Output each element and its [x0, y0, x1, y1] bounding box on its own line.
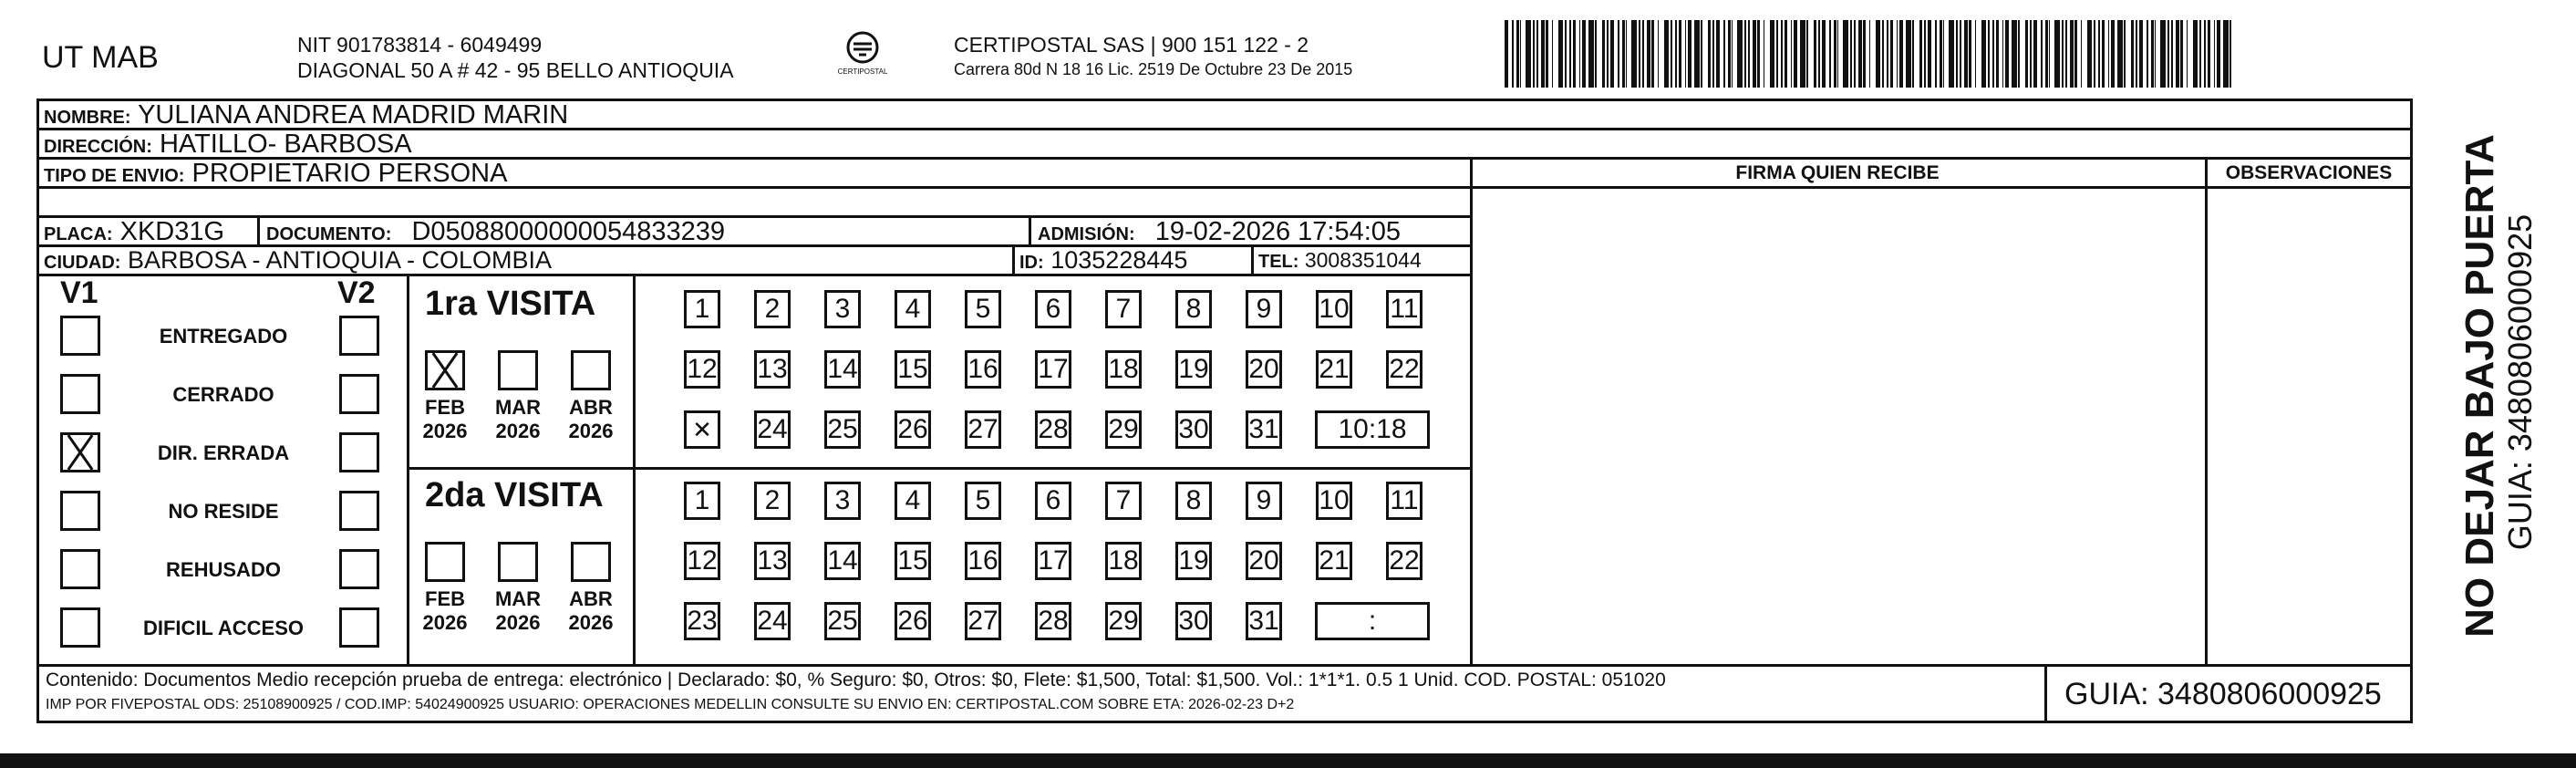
- day-box[interactable]: ✕: [684, 410, 720, 449]
- day-box[interactable]: 17: [1035, 542, 1071, 580]
- plate-label: PLACA:: [44, 224, 113, 244]
- barcode-bar: [1969, 20, 1971, 88]
- side-guide-text: GUIA: 3480806000925: [2501, 213, 2539, 551]
- barcode-bar: [1723, 20, 1725, 88]
- month-label: FEB 2026: [422, 587, 468, 634]
- barcode-bar: [2018, 20, 2020, 88]
- barcode-bar: [1981, 20, 1986, 88]
- address-line: DIAGONAL 50 A # 42 - 95 BELLO ANTIOQUIA: [297, 58, 734, 82]
- barcode-bar: [2136, 20, 2137, 88]
- barcode-bar: [1785, 20, 1787, 88]
- day-box[interactable]: 6: [1035, 290, 1071, 328]
- v2-checkbox[interactable]: [339, 549, 379, 589]
- barcode-bar: [1558, 20, 1563, 88]
- address-label: DIRECCIÓN:: [44, 137, 152, 157]
- barcode-bar: [1776, 20, 1778, 88]
- certipostal-line: CERTIPOSTAL SAS | 900 151 122 - 2: [954, 33, 1309, 57]
- barcode-bar: [1890, 20, 1893, 88]
- barcode-bar: [1899, 20, 1903, 88]
- document-value: D05088000000054833239: [411, 217, 725, 246]
- day-box[interactable]: 20: [1246, 350, 1282, 389]
- barcode-bar: [2223, 20, 2229, 88]
- day-box[interactable]: 1: [684, 290, 720, 328]
- day-box[interactable]: 13: [754, 542, 791, 580]
- day-box[interactable]: 18: [1105, 350, 1142, 389]
- nit-line: NIT 901783814 - 6049499: [297, 33, 543, 57]
- barcode-bar: [1671, 20, 1672, 88]
- barcode-bar: [2160, 20, 2166, 88]
- v2-checkbox[interactable]: [339, 432, 379, 472]
- status-label: DIFICIL ACCESO: [142, 617, 304, 639]
- shipment-type: PROPIETARIO PERSONA: [191, 159, 508, 188]
- barcode-bar: [1943, 20, 1944, 88]
- observations-header: OBSERVACIONES: [2225, 162, 2393, 183]
- v1-checkbox[interactable]: [60, 607, 100, 648]
- month-checkbox[interactable]: [571, 542, 611, 582]
- barcode-bar: [1912, 20, 1914, 88]
- barcode-bar: [1975, 20, 1976, 88]
- day-box[interactable]: 9: [1246, 290, 1282, 328]
- barcode-bar: [1685, 20, 1686, 88]
- barcode-bar: [1533, 20, 1535, 88]
- day-box[interactable]: 4: [895, 482, 931, 520]
- barcode-bar: [1960, 20, 1961, 88]
- barcode-bar: [2180, 20, 2183, 88]
- day-box[interactable]: 31: [1246, 602, 1282, 640]
- barcode-bar: [2025, 20, 2028, 88]
- first-visit-title: 1ra VISITA: [425, 285, 596, 323]
- barcode-bar: [1520, 20, 1521, 88]
- day-box[interactable]: 21: [1316, 350, 1352, 389]
- imp-line: IMP POR FIVEPOSTAL ODS: 25108900925 / COD.IMP: 54024900925 USUARIO: OPERACIONES MEDELLIN CONSULTE SU ENVIO EN: CERTIPOSTAL.COM SOBRE ETA: 2026-02-23 D+2: [46, 697, 1295, 712]
- day-box[interactable]: 30: [1175, 410, 1212, 449]
- barcode-bar: [2094, 20, 2095, 88]
- barcode-bar: [2151, 20, 2154, 88]
- barcode-bar: [1854, 20, 1856, 88]
- barcode-bar: [1679, 20, 1681, 88]
- month-label: MAR 2026: [494, 587, 542, 634]
- barcode-bar: [1675, 20, 1677, 88]
- day-box[interactable]: 5: [965, 290, 1001, 328]
- barcode-bar: [2087, 20, 2092, 88]
- bottom-strip: [0, 753, 2576, 768]
- barcode-bar: [1897, 20, 1898, 88]
- barcode-bar: [2229, 20, 2231, 88]
- document-label: DOCUMENTO:: [266, 224, 392, 244]
- day-box[interactable]: 11: [1386, 290, 1422, 328]
- status-label: REHUSADO: [166, 558, 281, 581]
- barcode-bar: [2199, 20, 2201, 88]
- status-label: DIR. ERRADA: [157, 441, 290, 464]
- content-line: Contenido: Documentos Medio recepción prueba de entrega: electrónico | Declarado: $0, % Seguro: $0, Otros: $0, Flete: $1,500, Total: $1,500. Vol.: 1*1*1. 0.5 1 Unid. COD. POSTAL: 051020: [46, 669, 1666, 690]
- barcode-bar: [1800, 20, 1805, 88]
- barcode-bar: [1988, 20, 1990, 88]
- day-box[interactable]: 25: [824, 410, 861, 449]
- barcode-bar: [2033, 20, 2037, 88]
- day-box[interactable]: 7: [1105, 482, 1142, 520]
- barcode-bar: [2054, 20, 2060, 88]
- barcode-bar: [1651, 20, 1654, 88]
- barcode-bar: [1863, 20, 1866, 88]
- day-box[interactable]: 14: [824, 350, 861, 389]
- month-checkbox[interactable]: [498, 350, 538, 390]
- barcode-bar: [1588, 20, 1594, 88]
- barcode-bar: [1964, 20, 1968, 88]
- barcode-bar: [1701, 20, 1702, 88]
- day-box[interactable]: 27: [965, 602, 1001, 640]
- day-box[interactable]: 31: [1246, 410, 1282, 449]
- day-box[interactable]: 22: [1386, 542, 1422, 580]
- admission-value: 19-02-2026 17:54:05: [1154, 217, 1402, 246]
- day-box[interactable]: 12: [684, 542, 720, 580]
- day-box[interactable]: 25: [824, 602, 861, 640]
- v2-checkbox[interactable]: [339, 607, 379, 648]
- barcode-bar: [1822, 20, 1826, 88]
- barcode-bar: [1919, 20, 1922, 88]
- tel-value: 3008351044: [1304, 248, 1422, 272]
- barcode-bar: [1924, 20, 1926, 88]
- barcode-bar: [2124, 20, 2126, 88]
- barcode-bar: [1837, 20, 1838, 88]
- barcode-bar: [1748, 20, 1750, 88]
- day-box[interactable]: 9: [1246, 482, 1282, 520]
- barcode-bar: [1818, 20, 1820, 88]
- barcode-bar: [1664, 20, 1669, 88]
- barcode-bar: [2217, 20, 2220, 88]
- barcode-bar: [1573, 20, 1576, 88]
- day-box[interactable]: 18: [1105, 542, 1142, 580]
- day-box[interactable]: 8: [1175, 290, 1212, 328]
- barcode: [1505, 20, 2234, 88]
- barcode-bar: [1536, 20, 1538, 88]
- day-box[interactable]: 4: [895, 290, 931, 328]
- day-box[interactable]: 30: [1175, 602, 1212, 640]
- day-box[interactable]: 28: [1035, 410, 1071, 449]
- barcode-bar: [1850, 20, 1852, 88]
- barcode-bar: [2208, 20, 2210, 88]
- day-box[interactable]: 10: [1316, 290, 1352, 328]
- day-box[interactable]: 19: [1175, 350, 1212, 389]
- barcode-bar: [1791, 20, 1792, 88]
- barcode-bar: [1834, 20, 1836, 88]
- barcode-bar: [1579, 20, 1580, 88]
- v1-checkbox[interactable]: [60, 374, 100, 414]
- day-box[interactable]: 14: [824, 542, 861, 580]
- day-box[interactable]: 21: [1316, 542, 1352, 580]
- month-label: ABR 2026: [568, 587, 614, 634]
- signature-header: FIRMA QUIEN RECIBE: [1735, 162, 1940, 183]
- day-box[interactable]: 11: [1386, 482, 1422, 520]
- barcode-bar: [1732, 20, 1733, 88]
- day-box[interactable]: 3: [824, 290, 861, 328]
- day-box[interactable]: 23: [684, 602, 720, 640]
- barcode-bar: [1622, 20, 1625, 88]
- barcode-bar: [1781, 20, 1783, 88]
- type-label: TIPO DE ENVIO:: [44, 166, 185, 186]
- day-box[interactable]: 24: [754, 602, 791, 640]
- license-line: Carrera 80d N 18 16 Lic. 2519 De Octubre 23 De 2015: [954, 60, 1353, 78]
- day-box[interactable]: 26: [895, 602, 931, 640]
- barcode-bar: [1882, 20, 1884, 88]
- v2-label: V2: [337, 275, 376, 310]
- barcode-bar: [2102, 20, 2105, 88]
- id-label: ID:: [1019, 253, 1044, 273]
- company-name: UT MAB: [42, 40, 159, 75]
- barcode-bar: [1618, 20, 1619, 88]
- barcode-bar: [1708, 20, 1711, 88]
- barcode-bar: [1949, 20, 1954, 88]
- plate-value: XKD31G: [119, 217, 225, 246]
- barcode-bar: [1869, 20, 1870, 88]
- side-warning: [2416, 99, 2539, 664]
- day-box[interactable]: 1: [684, 482, 720, 520]
- month-checkbox[interactable]: [571, 350, 611, 390]
- id-value: 1035228445: [1050, 246, 1188, 274]
- barcode-bar: [1940, 20, 1942, 88]
- barcode-bar: [1928, 20, 1931, 88]
- day-box[interactable]: 3: [824, 482, 861, 520]
- day-box[interactable]: 24: [754, 410, 791, 449]
- barcode-bar: [1607, 20, 1609, 88]
- barcode-bar: [1716, 20, 1720, 88]
- barcode-bar: [1526, 20, 1531, 88]
- status-label: NO RESIDE: [168, 500, 279, 523]
- barcode-bar: [1595, 20, 1597, 88]
- day-box[interactable]: 7: [1105, 290, 1142, 328]
- barcode-bar: [2030, 20, 2032, 88]
- day-box[interactable]: 8: [1175, 482, 1212, 520]
- barcode-bar: [1631, 20, 1637, 88]
- barcode-bar: [1546, 20, 1548, 88]
- barcode-bar: [2065, 20, 2067, 88]
- barcode-bar: [1806, 20, 1808, 88]
- day-box[interactable]: 16: [965, 542, 1001, 580]
- barcode-bar: [2155, 20, 2156, 88]
- v1-label: V1: [60, 275, 98, 310]
- barcode-bar: [2111, 20, 2115, 88]
- barcode-bar: [1906, 20, 1911, 88]
- day-box[interactable]: 22: [1386, 350, 1422, 389]
- day-box[interactable]: 5: [965, 482, 1001, 520]
- barcode-bar: [2214, 20, 2215, 88]
- barcode-bar: [1876, 20, 1880, 88]
- barcode-bar: [1843, 20, 1848, 88]
- month-checkbox[interactable]: [498, 542, 538, 582]
- barcode-bar: [2193, 20, 2198, 88]
- day-box[interactable]: 6: [1035, 482, 1071, 520]
- barcode-bar: [1996, 20, 1999, 88]
- logo-text: CERTIPOSTAL: [837, 67, 888, 76]
- v1-checkbox[interactable]: [60, 432, 100, 472]
- time-box[interactable]: 10:18: [1315, 410, 1430, 449]
- month-checkbox[interactable]: [425, 350, 465, 390]
- month-label: ABR 2026: [568, 396, 614, 442]
- day-box[interactable]: 10: [1316, 482, 1352, 520]
- barcode-bar: [1582, 20, 1586, 88]
- barcode-bar: [1658, 20, 1659, 88]
- barcode-bar: [2108, 20, 2109, 88]
- barcode-bar: [1541, 20, 1545, 88]
- do-not-leave-text: NO DEJAR BAJO PUERTA: [2457, 134, 2502, 638]
- barcode-bar: [1794, 20, 1797, 88]
- barcode-bar: [2117, 20, 2123, 88]
- barcode-bar: [1626, 20, 1627, 88]
- day-box[interactable]: 26: [895, 410, 931, 449]
- barcode-bar: [1753, 20, 1756, 88]
- barcode-bar: [1688, 20, 1691, 88]
- day-box[interactable]: 13: [754, 350, 791, 389]
- barcode-bar: [2045, 20, 2048, 88]
- v2-checkbox[interactable]: [339, 316, 379, 356]
- city-label: CIUDAD:: [44, 253, 121, 273]
- barcode-bar: [1770, 20, 1774, 88]
- barcode-bar: [2005, 20, 2009, 88]
- barcode-bar: [2176, 20, 2179, 88]
- barcode-bar: [1610, 20, 1614, 88]
- barcode-bar: [1569, 20, 1571, 88]
- status-label: ENTREGADO: [159, 325, 288, 348]
- barcode-bar: [1512, 20, 1514, 88]
- day-box[interactable]: 29: [1105, 410, 1142, 449]
- barcode-bar: [1642, 20, 1644, 88]
- barcode-bar: [2187, 20, 2188, 88]
- name-label: NOMBRE:: [44, 108, 131, 128]
- barcode-bar: [1712, 20, 1714, 88]
- month-checkbox[interactable]: [425, 542, 465, 582]
- day-box[interactable]: 15: [895, 350, 931, 389]
- v2-checkbox[interactable]: [339, 491, 379, 531]
- day-box[interactable]: 28: [1035, 602, 1071, 640]
- barcode-bar: [1887, 20, 1888, 88]
- day-box[interactable]: 17: [1035, 350, 1071, 389]
- barcode-bar: [1829, 20, 1831, 88]
- recipient-address: HATILLO- BARBOSA: [159, 130, 412, 159]
- day-box[interactable]: 27: [965, 410, 1001, 449]
- second-visit-title: 2da VISITA: [425, 476, 604, 514]
- v2-checkbox[interactable]: [339, 374, 379, 414]
- barcode-bar: [1757, 20, 1760, 88]
- barcode-bar: [1639, 20, 1640, 88]
- v1-checkbox[interactable]: [60, 491, 100, 531]
- barcode-bar: [1647, 20, 1650, 88]
- v1-checkbox[interactable]: [60, 316, 100, 356]
- footer-guide: GUIA: 3480806000925: [2064, 677, 2382, 711]
- barcode-bar: [1516, 20, 1519, 88]
- month-label: FEB 2026: [422, 396, 468, 442]
- barcode-bar: [2081, 20, 2082, 88]
- tel-label: TEL:: [1258, 252, 1299, 272]
- barcode-bar: [2204, 20, 2206, 88]
- barcode-bar: [1956, 20, 1958, 88]
- barcode-bar: [1992, 20, 1994, 88]
- admission-label: ADMISIÓN:: [1038, 224, 1135, 244]
- status-label: CERRADO: [172, 383, 274, 406]
- barcode-bar: [2098, 20, 2100, 88]
- day-box[interactable]: 16: [965, 350, 1001, 389]
- barcode-bar: [1728, 20, 1731, 88]
- barcode-bar: [1602, 20, 1605, 88]
- barcode-bar: [2002, 20, 2003, 88]
- day-box[interactable]: 29: [1105, 602, 1142, 640]
- barcode-bar: [1744, 20, 1746, 88]
- barcode-bar: [1552, 20, 1553, 88]
- barcode-bar: [2049, 20, 2050, 88]
- day-box[interactable]: 15: [895, 542, 931, 580]
- barcode-bar: [1935, 20, 1937, 88]
- certipostal-logo: [837, 29, 888, 84]
- day-box[interactable]: 20: [1246, 542, 1282, 580]
- barcode-bar: [2131, 20, 2134, 88]
- city-value: BARBOSA - ANTIOQUIA - COLOMBIA: [127, 246, 553, 274]
- recipient-name: YULIANA ANDREA MADRID MARIN: [138, 100, 569, 130]
- barcode-bar: [1858, 20, 1862, 88]
- barcode-bar: [1737, 20, 1743, 88]
- barcode-bar: [2041, 20, 2043, 88]
- barcode-bar: [1565, 20, 1567, 88]
- barcode-bar: [2147, 20, 2148, 88]
- time-box[interactable]: :: [1315, 602, 1430, 640]
- day-box[interactable]: 12: [684, 350, 720, 389]
- barcode-bar: [1694, 20, 1700, 88]
- barcode-bar: [2070, 20, 2074, 88]
- barcode-bar: [1505, 20, 1508, 88]
- day-box[interactable]: 19: [1175, 542, 1212, 580]
- day-box[interactable]: 2: [754, 290, 791, 328]
- day-box[interactable]: 2: [754, 482, 791, 520]
- barcode-bar: [2139, 20, 2143, 88]
- v1-checkbox[interactable]: [60, 549, 100, 589]
- barcode-bar: [2171, 20, 2173, 88]
- barcode-bar: [1814, 20, 1816, 88]
- barcode-bar: [2062, 20, 2064, 88]
- barcode-bar: [2167, 20, 2169, 88]
- barcode-bar: [2012, 20, 2017, 88]
- barcode-bar: [2074, 20, 2077, 88]
- month-label: MAR 2026: [494, 396, 542, 442]
